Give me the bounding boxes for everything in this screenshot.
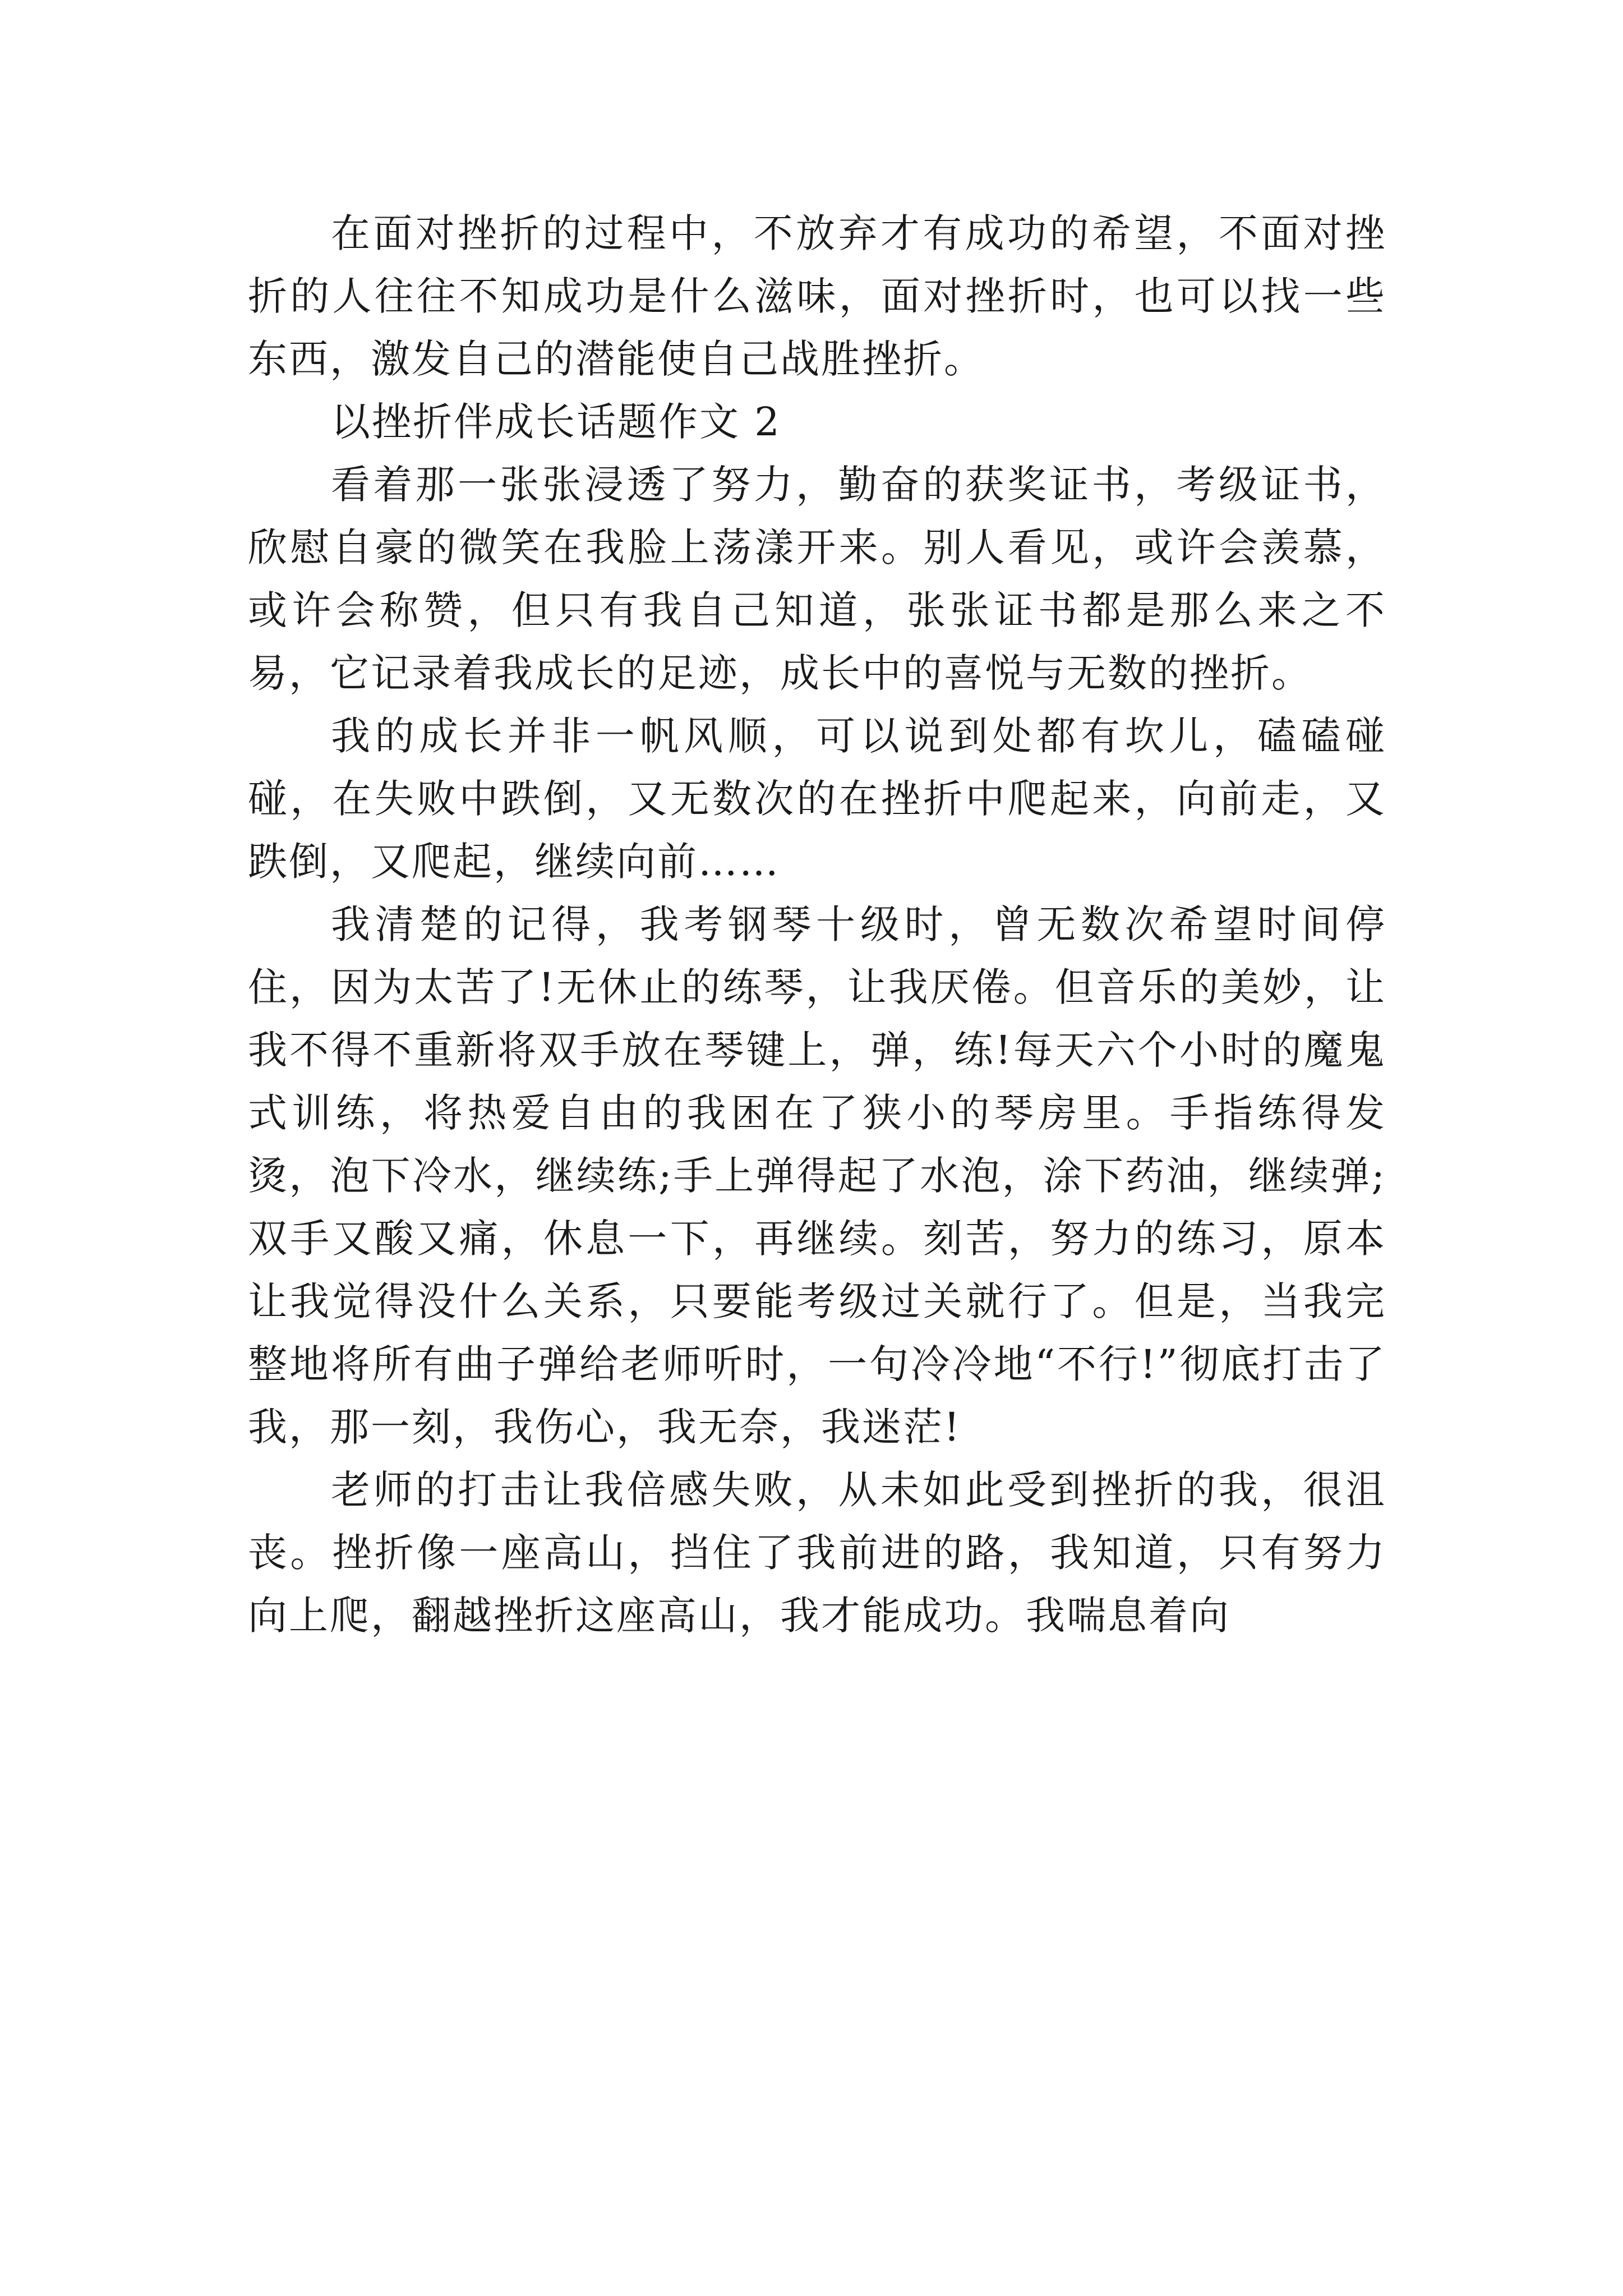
paragraph-intro-conclusion: 在面对挫折的过程中，不放弃才有成功的希望，不面对挫折的人往往不知成功是什么滋味，面对挫折时，也可以找一些东西，激发自己的潜能使自己战胜挫折。 bbox=[248, 210, 1386, 382]
paragraph-growth: 我的成长并非一帆风顺，可以说到处都有坎儿，磕磕碰碰，在失败中跌倒，又无数次的在挫折中爬起来，向前走，又跌倒，又爬起，继续向前…… bbox=[248, 713, 1386, 885]
paragraph-teacher: 老师的打击让我倍感失败，从未如此受到挫折的我，很沮丧。挫折像一座高山，挡住了我前进的路，我知道，只有努力向上爬，翻越挫折这座高山，我才能成功。我喘息着向 bbox=[248, 1467, 1386, 1639]
paragraph-piano: 我清楚的记得，我考钢琴十级时，曾无数次希望时间停住，因为太苦了!无休止的练琴，让我厌倦。但音乐的美妙，让我不得不重新将双手放在琴键上，弹，练!每天六个小时的魔鬼式训练，将热爱自由的我困在了狭小的琴房里。手指练得发烫，泡下冷水，继续练;手上弹得起了水泡，涂下药油，继续弹;双手又酸又痛，休息一下，再继续。刻苦，努力的练习，原本让我觉得没什么关系，只要能考级过关就行了。但是，当我完整地将所有曲子弹给老师听时，一句冷冷地“不行!”彻底打击了我，那一刻，我伤心，我无奈，我迷茫! bbox=[248, 901, 1386, 1450]
document-body bbox=[248, 202, 1386, 1647]
essay-title: 以挫折伴成长话题作文 2 bbox=[331, 399, 781, 445]
paragraph-certificates: 看着那一张张浸透了努力，勤奋的获奖证书，考级证书，欣慰自豪的微笑在我脸上荡漾开来。别人看见，或许会羡慕，或许会称赞，但只有我自己知道，张张证书都是那么来之不易，它记录着我成长的足迹，成长中的喜悦与无数的挫折。 bbox=[248, 462, 1386, 696]
